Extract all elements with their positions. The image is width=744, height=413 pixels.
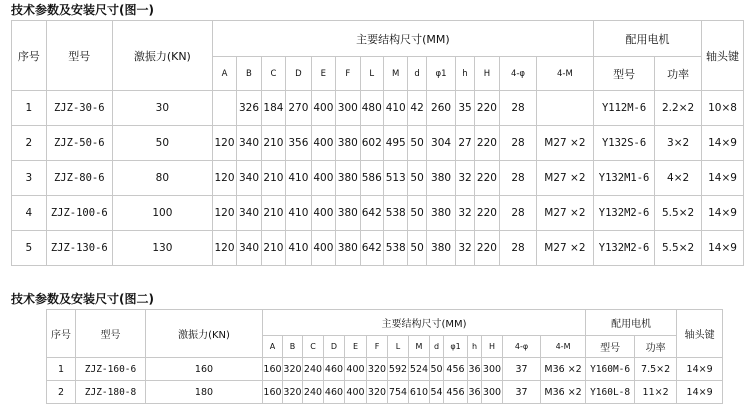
table-cell: Y160L-8 <box>586 381 635 404</box>
table-cell: 42 <box>408 91 426 126</box>
table-cell: 592 <box>388 358 409 381</box>
table-cell: 210 <box>261 161 285 196</box>
table-cell: 50 <box>408 196 426 231</box>
table-cell: M36 ×2 <box>541 358 586 381</box>
dim-header: φ1 <box>444 336 468 358</box>
table-cell: 37 <box>503 358 541 381</box>
seq-header: 序号 <box>12 21 47 91</box>
table-cell: 220 <box>474 231 499 266</box>
table1-title: 技术参数及安装尺寸(图一) <box>11 3 154 17</box>
table-cell: 100 <box>112 196 212 231</box>
table-cell: 36 <box>468 358 482 381</box>
dim-header: h <box>456 57 474 91</box>
table-cell: 28 <box>500 196 537 231</box>
table-cell: M36 ×2 <box>541 381 586 404</box>
table-cell: 410 <box>383 91 407 126</box>
dim-header: φ1 <box>426 57 456 91</box>
table-cell: 184 <box>261 91 285 126</box>
table-cell: 300 <box>336 91 360 126</box>
motor-model-header: 型号 <box>594 57 655 91</box>
table1-body <box>12 91 744 266</box>
table-cell: 120 <box>212 231 236 266</box>
table-cell: 5.5×2 <box>655 196 702 231</box>
dim-header: 4-φ <box>500 57 537 91</box>
table-cell: 410 <box>286 196 311 231</box>
table-cell: 340 <box>237 231 261 266</box>
table-cell: 220 <box>474 126 499 161</box>
force-header: 激振力(KN) <box>112 21 212 91</box>
spec-table-1 <box>11 20 744 266</box>
table-cell: Y132M2-6 <box>594 231 655 266</box>
table-cell: 380 <box>336 161 360 196</box>
table-cell: 28 <box>500 231 537 266</box>
table-cell: 180 <box>146 381 263 404</box>
table-cell: 456 <box>444 358 468 381</box>
table-cell: 14×9 <box>702 196 744 231</box>
table-cell: 642 <box>360 231 383 266</box>
table-cell: 160 <box>263 381 283 404</box>
table-cell: 50 <box>112 126 212 161</box>
force-header: 激振力(KN) <box>146 310 263 358</box>
model-header: 型号 <box>46 21 112 91</box>
dim-header: C <box>303 336 324 358</box>
table-cell: 538 <box>383 231 407 266</box>
table-cell: 260 <box>426 91 456 126</box>
table-cell: 380 <box>426 161 456 196</box>
table-cell: 32 <box>456 196 474 231</box>
table-cell: Y132M2-6 <box>594 196 655 231</box>
table-cell: 5.5×2 <box>655 231 702 266</box>
table-cell: 14×9 <box>677 381 723 404</box>
table-cell: 50 <box>408 231 426 266</box>
table-cell: 28 <box>500 126 537 161</box>
table-cell: 32 <box>456 161 474 196</box>
table-cell: 1 <box>47 358 76 381</box>
table-cell: 50 <box>408 161 426 196</box>
table-cell: 270 <box>286 91 311 126</box>
table-cell: ZJZ-130-6 <box>46 231 112 266</box>
key-header: 轴头键 <box>677 310 723 358</box>
table-cell: 326 <box>237 91 261 126</box>
table-cell: 456 <box>444 381 468 404</box>
table-cell: 400 <box>311 91 335 126</box>
table-cell: 320 <box>367 358 388 381</box>
dim-header: E <box>345 336 367 358</box>
table-cell: ZJZ-160-6 <box>76 358 146 381</box>
table2-title: 技术参数及安装尺寸(图二) <box>11 292 154 306</box>
table-cell: 14×9 <box>677 358 723 381</box>
table-cell: 410 <box>286 231 311 266</box>
dim-header: D <box>324 336 345 358</box>
table-cell: 1 <box>12 91 47 126</box>
table2-body <box>47 358 723 404</box>
table-cell: 2 <box>47 381 76 404</box>
table-cell: M27 ×2 <box>536 196 593 231</box>
table-row <box>12 161 744 196</box>
table-cell: 240 <box>303 358 324 381</box>
table-cell: 28 <box>500 161 537 196</box>
dim-header: E <box>311 57 335 91</box>
table-cell: 400 <box>311 161 335 196</box>
motor-header: 配用电机 <box>594 21 702 57</box>
dim-header: A <box>263 336 283 358</box>
table-cell: 460 <box>324 381 345 404</box>
table-cell: 400 <box>311 231 335 266</box>
table-cell: 300 <box>482 358 503 381</box>
table-cell: 340 <box>237 126 261 161</box>
table-cell: 10×8 <box>702 91 744 126</box>
table-cell: 120 <box>212 161 236 196</box>
dim-header: M <box>383 57 407 91</box>
table-cell: 50 <box>430 358 444 381</box>
dim-header: B <box>237 57 261 91</box>
table-cell: 220 <box>474 161 499 196</box>
table-row <box>47 381 723 404</box>
table-cell: ZJZ-180-8 <box>76 381 146 404</box>
dim-header: A <box>212 57 236 91</box>
seq-header: 序号 <box>47 310 76 358</box>
table-cell: 37 <box>503 381 541 404</box>
dim-header: 4-φ <box>503 336 541 358</box>
table-cell: 210 <box>261 196 285 231</box>
table-cell: 642 <box>360 196 383 231</box>
table-cell: M27 ×2 <box>536 161 593 196</box>
table-cell: ZJZ-30-6 <box>46 91 112 126</box>
main-dims-header: 主要结构尺寸(MM) <box>263 310 586 336</box>
dim-header: B <box>283 336 303 358</box>
dim-header: d <box>408 57 426 91</box>
table-cell: 380 <box>426 196 456 231</box>
table-cell: 27 <box>456 126 474 161</box>
table-cell: 513 <box>383 161 407 196</box>
table-cell: 340 <box>237 161 261 196</box>
table-cell: 460 <box>324 358 345 381</box>
table-cell: 380 <box>426 231 456 266</box>
table-cell: M27 ×2 <box>536 231 593 266</box>
table-cell: 11×2 <box>635 381 677 404</box>
dim-header: L <box>388 336 409 358</box>
table-cell: Y132S-6 <box>594 126 655 161</box>
dim-header: L <box>360 57 383 91</box>
table-cell: 410 <box>286 161 311 196</box>
table-cell: 304 <box>426 126 456 161</box>
table-cell: 5 <box>12 231 47 266</box>
table-cell: Y132M1-6 <box>594 161 655 196</box>
table-cell: 380 <box>336 126 360 161</box>
table-cell: 14×9 <box>702 231 744 266</box>
dim-header: H <box>482 336 503 358</box>
table-cell: 80 <box>112 161 212 196</box>
table-cell: 2.2×2 <box>655 91 702 126</box>
table-row <box>12 126 744 161</box>
table-cell: 210 <box>261 231 285 266</box>
dim-header: F <box>367 336 388 358</box>
table-cell <box>536 91 593 126</box>
table-row <box>12 231 744 266</box>
table-row <box>12 91 744 126</box>
dim-header: H <box>474 57 499 91</box>
main-dims-header: 主要结构尺寸(MM) <box>212 21 593 57</box>
table-cell: 4×2 <box>655 161 702 196</box>
table-cell: 524 <box>409 358 430 381</box>
table-cell: 3×2 <box>655 126 702 161</box>
table-cell: 400 <box>311 196 335 231</box>
table-cell: Y112M-6 <box>594 91 655 126</box>
dim-header: d <box>430 336 444 358</box>
table-cell: 160 <box>263 358 283 381</box>
motor-power-header: 功率 <box>655 57 702 91</box>
spec-table-2 <box>46 309 723 404</box>
table-cell: 120 <box>212 196 236 231</box>
table-row <box>47 358 723 381</box>
table-cell: 586 <box>360 161 383 196</box>
table-cell: 2 <box>12 126 47 161</box>
table-cell: 36 <box>468 381 482 404</box>
table-cell: 14×9 <box>702 126 744 161</box>
table-cell: 340 <box>237 196 261 231</box>
table-cell: 7.5×2 <box>635 358 677 381</box>
table-cell: 320 <box>283 358 303 381</box>
table-cell: Y160M-6 <box>586 358 635 381</box>
table-cell: 400 <box>311 126 335 161</box>
motor-model-header: 型号 <box>586 336 635 358</box>
table-cell: ZJZ-100-6 <box>46 196 112 231</box>
dim-header: C <box>261 57 285 91</box>
table-cell: 380 <box>336 231 360 266</box>
table-cell: 610 <box>409 381 430 404</box>
table-cell: 400 <box>345 358 367 381</box>
table-cell: 120 <box>212 126 236 161</box>
dim-header: D <box>286 57 311 91</box>
table-cell: 32 <box>456 231 474 266</box>
table-cell: 480 <box>360 91 383 126</box>
table-cell: 35 <box>456 91 474 126</box>
table-cell: 28 <box>500 91 537 126</box>
table-cell: 602 <box>360 126 383 161</box>
table-cell: 300 <box>482 381 503 404</box>
table-cell: 400 <box>345 381 367 404</box>
table-cell: 320 <box>367 381 388 404</box>
table-cell: 320 <box>283 381 303 404</box>
table-cell: 3 <box>12 161 47 196</box>
dim-header: M <box>409 336 430 358</box>
table-cell: M27 ×2 <box>536 126 593 161</box>
table-cell: 538 <box>383 196 407 231</box>
dim-header: h <box>468 336 482 358</box>
table-cell: 14×9 <box>702 161 744 196</box>
table-cell: 54 <box>430 381 444 404</box>
table-cell: 754 <box>388 381 409 404</box>
table-cell: 495 <box>383 126 407 161</box>
table-cell: 240 <box>303 381 324 404</box>
dim-header: F <box>336 57 360 91</box>
table-row <box>12 196 744 231</box>
table-cell: 356 <box>286 126 311 161</box>
table-cell: 380 <box>336 196 360 231</box>
model-header: 型号 <box>76 310 146 358</box>
table-cell: 220 <box>474 91 499 126</box>
table-cell <box>212 91 236 126</box>
dim-header: 4-M <box>541 336 586 358</box>
table-cell: ZJZ-80-6 <box>46 161 112 196</box>
table-cell: 220 <box>474 196 499 231</box>
table-cell: 130 <box>112 231 212 266</box>
motor-power-header: 功率 <box>635 336 677 358</box>
table-cell: 4 <box>12 196 47 231</box>
table-cell: 210 <box>261 126 285 161</box>
table-cell: 50 <box>408 126 426 161</box>
motor-header: 配用电机 <box>586 310 677 336</box>
table-cell: 30 <box>112 91 212 126</box>
table-cell: ZJZ-50-6 <box>46 126 112 161</box>
key-header: 轴头键 <box>702 21 744 91</box>
table-cell: 160 <box>146 358 263 381</box>
dim-header: 4-M <box>536 57 593 91</box>
